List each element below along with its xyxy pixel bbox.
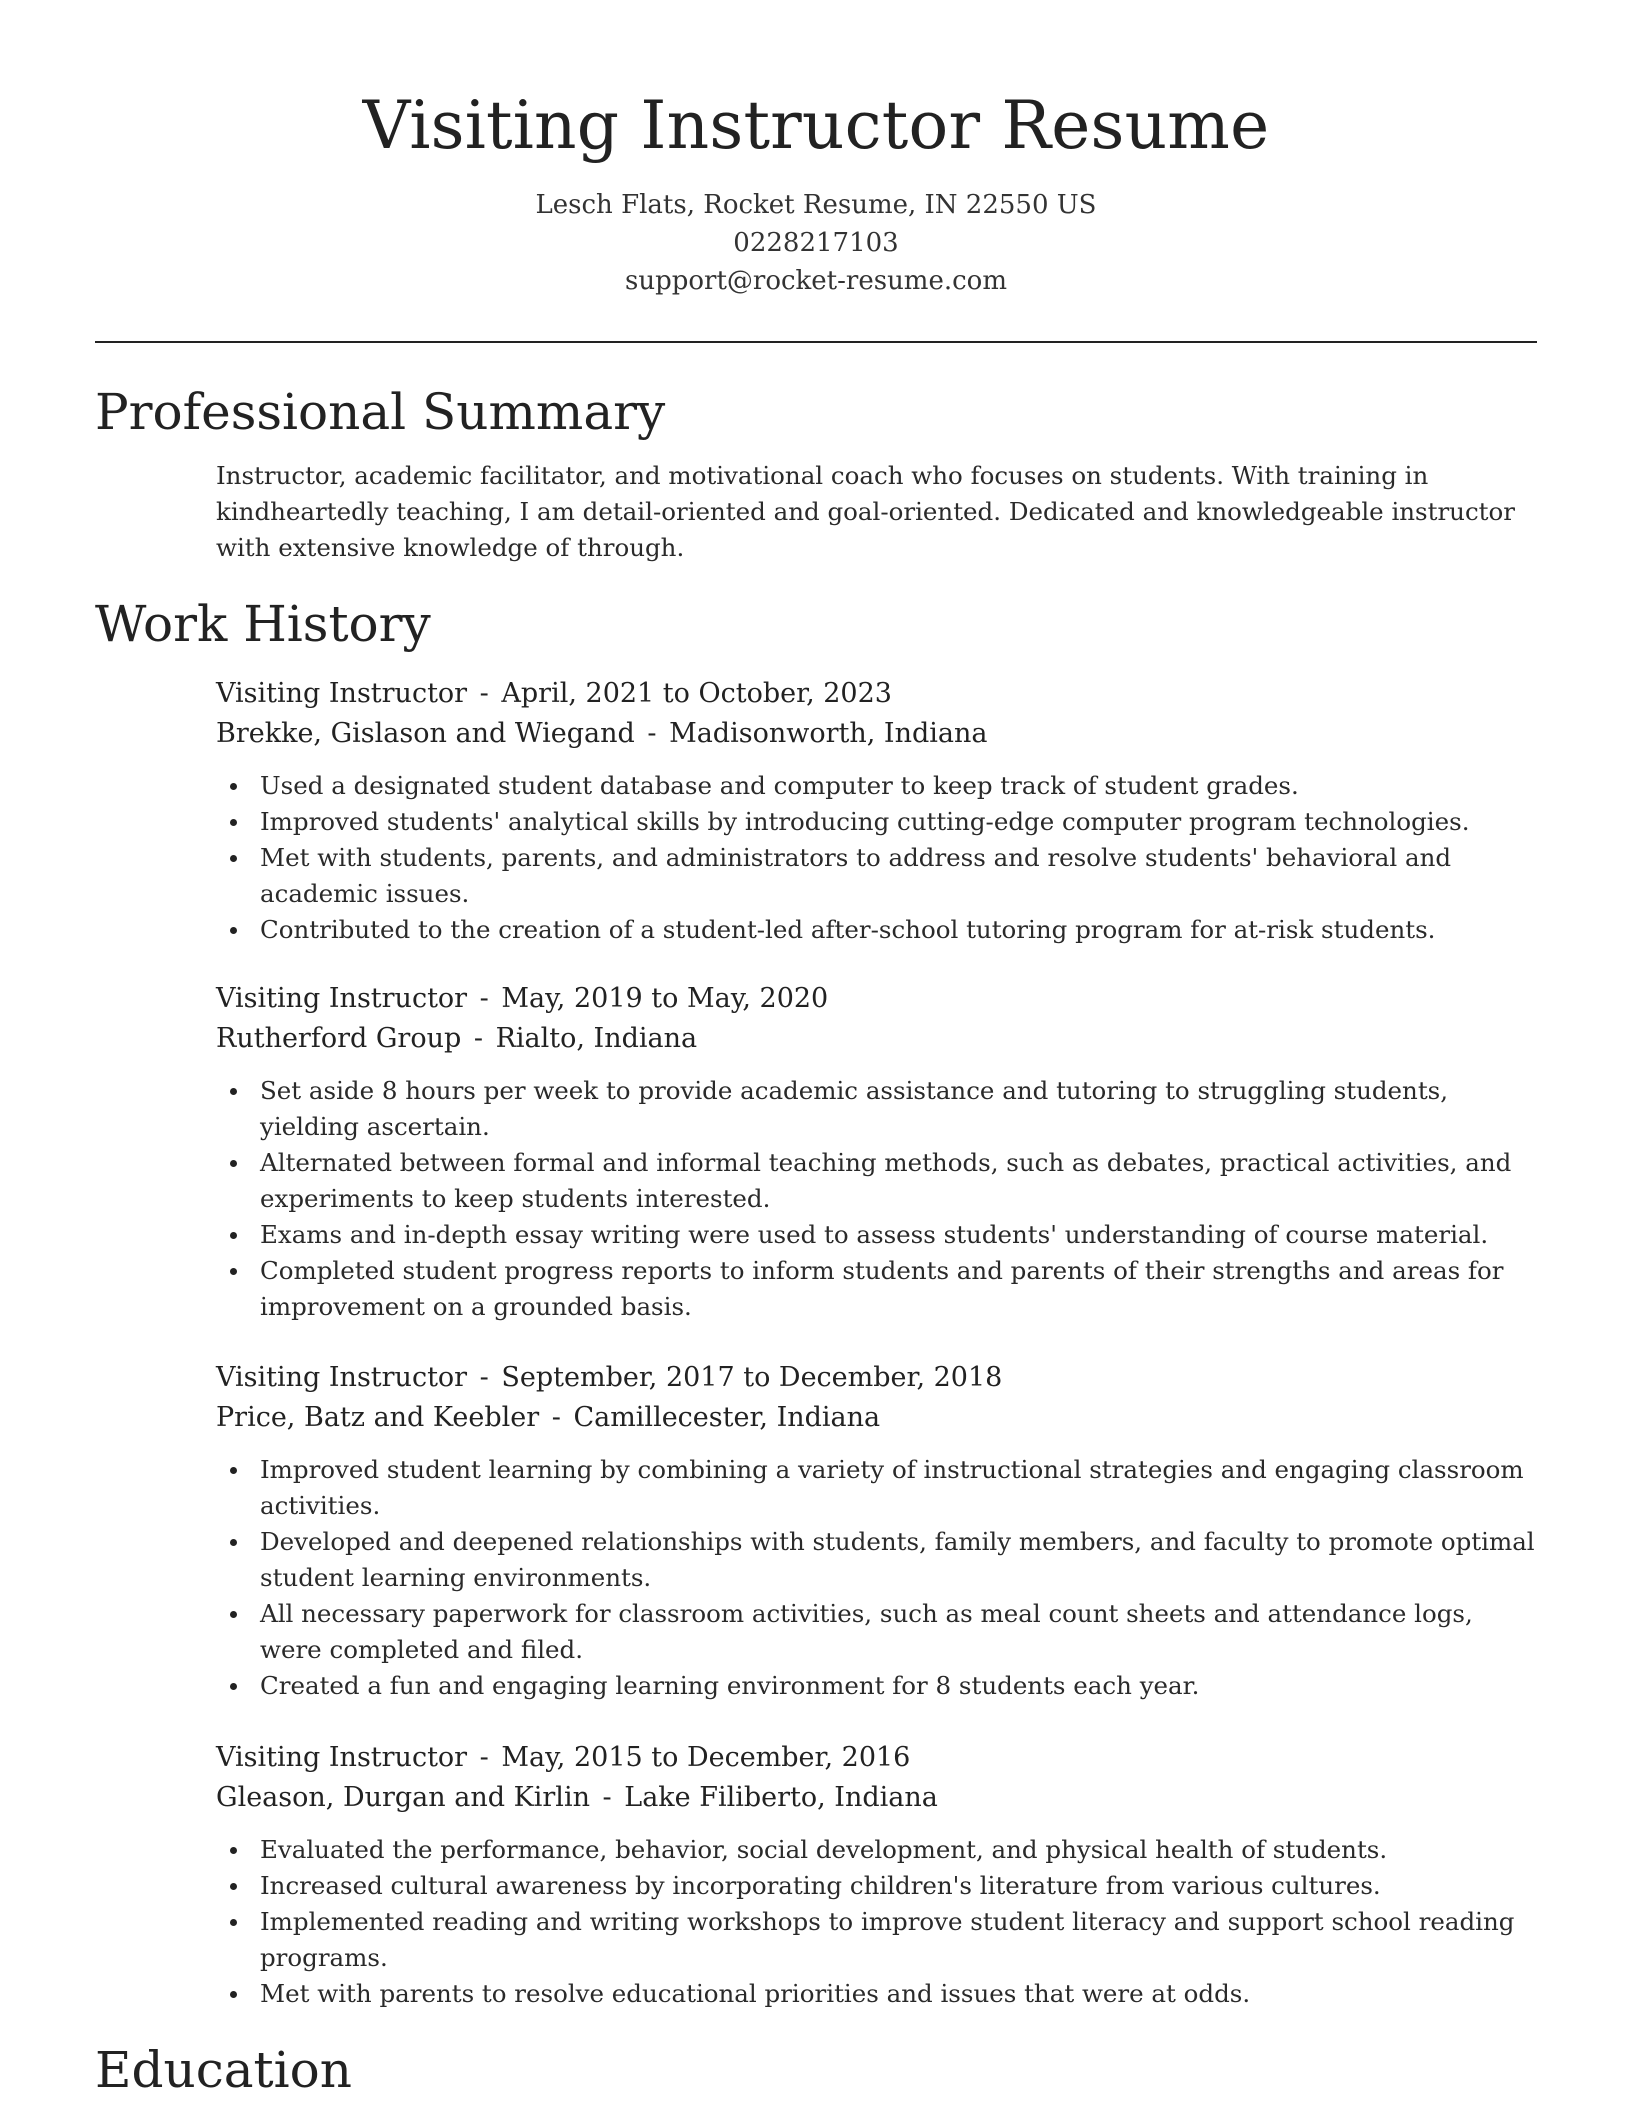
job-title-line: [216, 1358, 1536, 1398]
job-location: Madisonworth, Indiana: [669, 718, 988, 749]
job-dates: April, 2021 to October, 2023: [501, 678, 892, 709]
job-location: Camillecester, Indiana: [573, 1402, 881, 1433]
job-bullet: Increased cultural awareness by incorporating children's literature from various cultures.: [216, 1868, 1536, 1904]
separator: -: [471, 1742, 498, 1773]
job-bullet: Developed and deepened relationships with students, family members, and faculty to promote optimal student learning environments.: [216, 1524, 1536, 1596]
section-title-education: Education: [95, 2041, 352, 2099]
job-company-line: [216, 714, 1536, 754]
separator: -: [471, 983, 498, 1014]
job-bullet: Created a fun and engaging learning environment for 8 students each year.: [216, 1668, 1536, 1704]
job-bullet: Set aside 8 hours per week to provide academic assistance and tutoring to struggling students, yielding ascertain.: [216, 1073, 1536, 1145]
job-company: Rutherford Group: [216, 1023, 462, 1054]
job-location: Rialto, Indiana: [495, 1023, 698, 1054]
job-bullet: Implemented reading and writing workshops to improve student literacy and support school reading programs.: [216, 1904, 1536, 1976]
job-company: Gleason, Durgan and Kirlin: [216, 1782, 590, 1813]
section-title-summary: Professional Summary: [95, 383, 666, 441]
job-company-line: [216, 1019, 1536, 1059]
job-bullet: Met with parents to resolve educational priorities and issues that were at odds.: [216, 1976, 1536, 2012]
section-title-work-history: Work History: [95, 595, 431, 653]
job-company: Brekke, Gislason and Wiegand: [216, 718, 635, 749]
job-bullet-list: [216, 1832, 1536, 2012]
separator: -: [471, 1362, 498, 1393]
job-bullet: Evaluated the performance, behavior, social development, and physical health of students.: [216, 1832, 1536, 1868]
separator: -: [638, 718, 666, 749]
contact-address: Lesch Flats, Rocket Resume, IN 22550 US: [535, 190, 1097, 220]
header-divider: [95, 341, 1537, 343]
job-bullet-list: [216, 768, 1536, 948]
job-bullet: All necessary paperwork for classroom activities, such as meal count sheets and attendance logs, were completed and filed.: [216, 1596, 1536, 1668]
job-dates: May, 2019 to May, 2020: [501, 983, 829, 1014]
job-dates: May, 2015 to December, 2016: [501, 1742, 911, 1773]
contact-email: support@rocket-resume.com: [624, 266, 1007, 296]
job-title-line: [216, 674, 1536, 714]
job-entry: [216, 979, 1536, 1325]
job-bullet-list: [216, 1073, 1536, 1325]
job-title-line: [216, 979, 1536, 1019]
summary-text: Instructor, academic facilitator, and motivational coach who focuses on students. With training in kindheartedly teaching, I am detail-oriented and goal-oriented. Dedicated and knowledgeable instructor with extensive knowledge of through.: [216, 461, 1515, 562]
job-role: Visiting Instructor: [216, 678, 468, 709]
separator: -: [543, 1402, 570, 1433]
job-bullet: Met with students, parents, and administrators to address and resolve students' behavioral and academic issues.: [216, 840, 1536, 912]
job-bullet: Contributed to the creation of a student-led after-school tutoring program for at-risk students.: [216, 912, 1536, 948]
job-dates: September, 2017 to December, 2018: [501, 1362, 1003, 1393]
job-company-line: [216, 1398, 1536, 1438]
job-location: Lake Filiberto, Indiana: [624, 1782, 938, 1813]
job-bullet-list: [216, 1452, 1536, 1704]
job-title-line: [216, 1738, 1536, 1778]
separator: -: [593, 1782, 621, 1813]
separator: -: [471, 678, 498, 709]
job-bullet: Used a designated student database and computer to keep track of student grades.: [216, 768, 1536, 804]
job-bullet: Exams and in-depth essay writing were used to assess students' understanding of course material.: [216, 1217, 1536, 1253]
job-bullet: Alternated between formal and informal teaching methods, such as debates, practical activities, and experiments to keep students interested.: [216, 1145, 1536, 1217]
resume-title: Visiting Instructor Resume: [362, 87, 1270, 164]
job-bullet: Improved students' analytical skills by introducing cutting-edge computer program technologies.: [216, 804, 1536, 840]
contact-phone: 0228217103: [733, 228, 899, 258]
job-company-line: [216, 1778, 1536, 1818]
job-entry: [216, 1738, 1536, 2012]
job-role: Visiting Instructor: [216, 983, 468, 1014]
job-bullet: Improved student learning by combining a variety of instructional strategies and engaging classroom activities.: [216, 1452, 1536, 1524]
job-role: Visiting Instructor: [216, 1362, 468, 1393]
job-entry: [216, 1358, 1536, 1704]
job-company: Price, Batz and Keebler: [216, 1402, 540, 1433]
job-bullet: Completed student progress reports to inform students and parents of their strengths and areas for improvement on a grounded basis.: [216, 1253, 1536, 1325]
contact-block: [0, 186, 1632, 300]
job-role: Visiting Instructor: [216, 1742, 468, 1773]
resume-header: [0, 0, 1632, 300]
separator: -: [465, 1023, 492, 1054]
job-entry: [216, 674, 1536, 948]
